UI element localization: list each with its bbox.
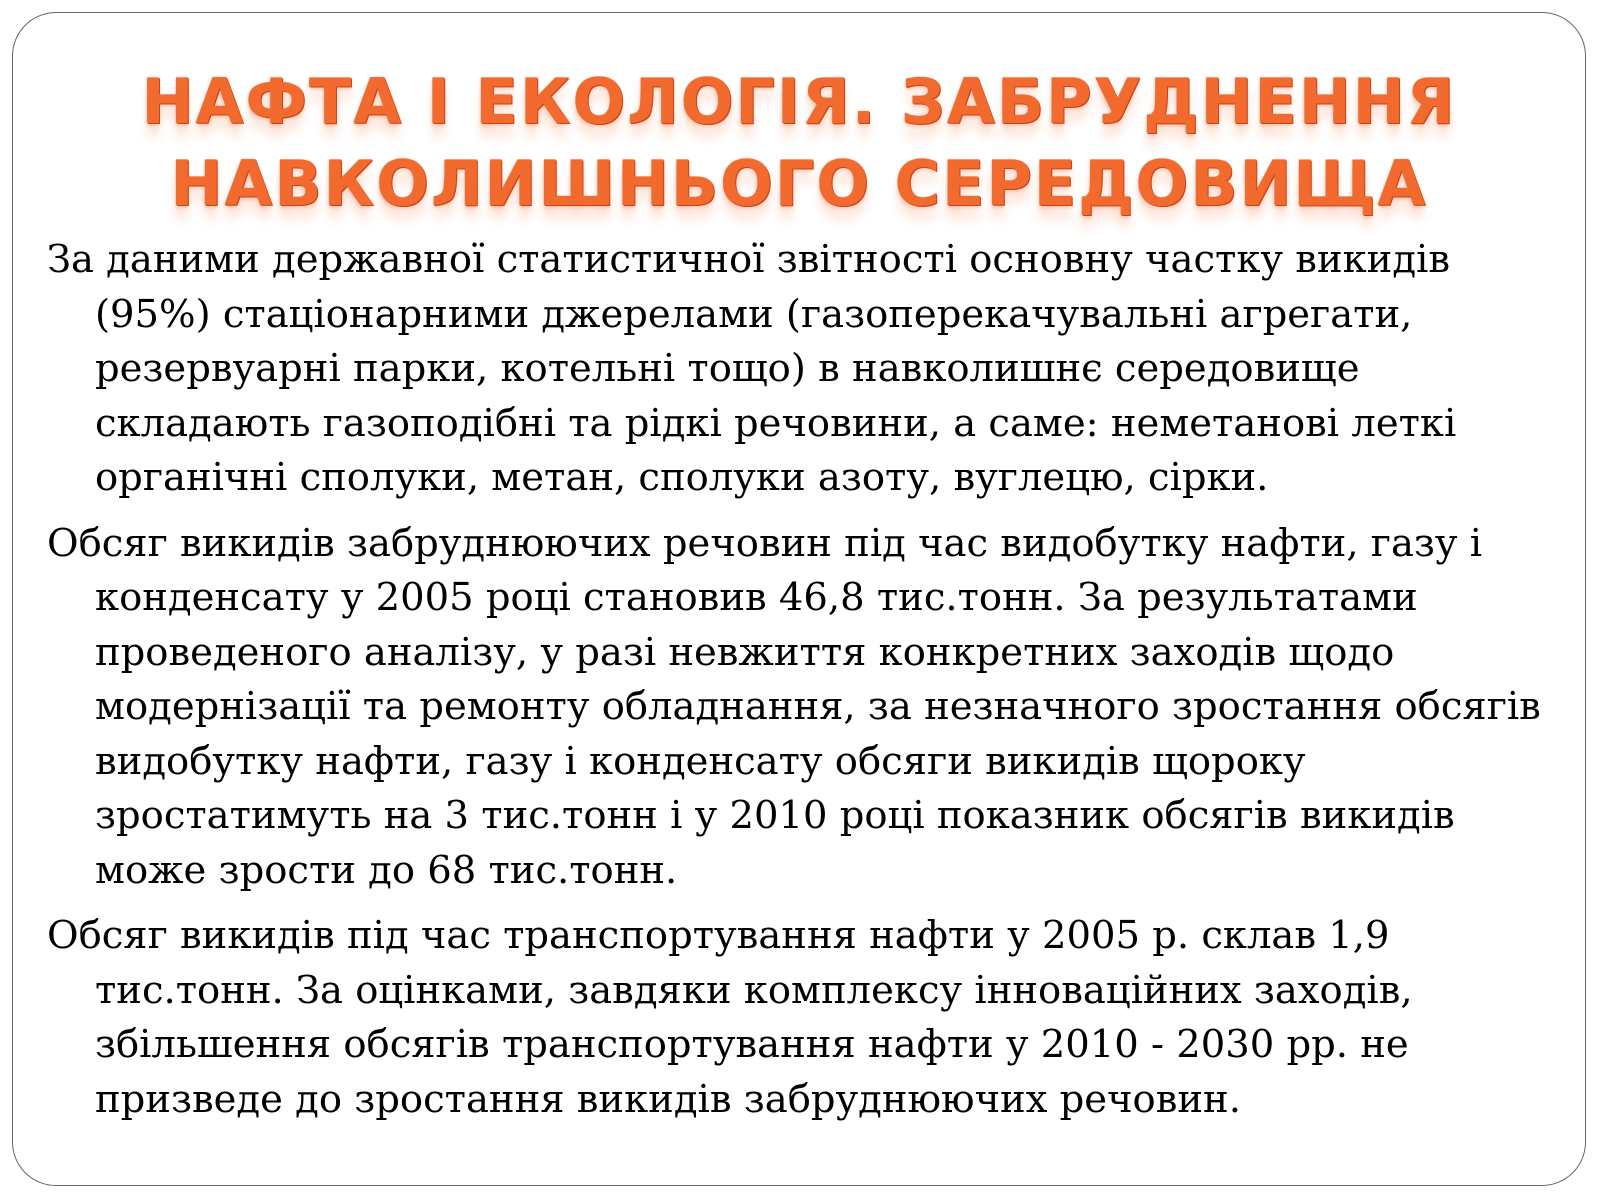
paragraph-transport-emissions: Обсяг викидів під час транспортування нафти у 2005 р. склав 1,9 тис.тонн. За оцінками, завдяки комплексу інноваційних заходів, збільшення обсягів транспортування нафти у 2010 - 2030 рр. не призведе до зростання викидів забруднюючих речовин.: [47, 913, 1413, 1122]
paragraph-extraction-emissions: Обсяг викидів забруднюючих речовин під час видобутку нафти, газу і конденсату у 2005 році становив 46,8 тис.тонн. За результатами проведеного аналізу, у разі невжиття конкретних заходів щодо модернізації та ремонту обладнання, за незначного зростання обсягів видобутку нафти, газу і конденсату обсяги викидів щороку зростатимуть на 3 тис.тонн і у 2010 році показник обсягів викидів може зрости до 68 тис.тонн.: [47, 520, 1541, 893]
slide-title-line-1: НАФТА І ЕКОЛОГІЯ. ЗАБРУДНЕННЯ: [141, 65, 1457, 138]
paragraph-stationary-sources: За даними державної статистичної звітності основну частку викидів (95%) стаціонарними джерелами (газоперекачувальні агрегати, резервуарні парки, котельні тощо) в навколишнє середовище складають газоподібні та рідкі речовини, а саме: неметанові леткі органічні сполуки, метан, сполуки азоту, вуглецю, сірки.: [47, 237, 1457, 500]
slide: [12, 12, 1586, 1186]
slide-title-line-2: НАВКОЛИШНЬОГО СЕРЕДОВИЩА: [170, 147, 1428, 220]
slide-body: [47, 233, 1547, 1138]
slide-title: [13, 61, 1585, 225]
